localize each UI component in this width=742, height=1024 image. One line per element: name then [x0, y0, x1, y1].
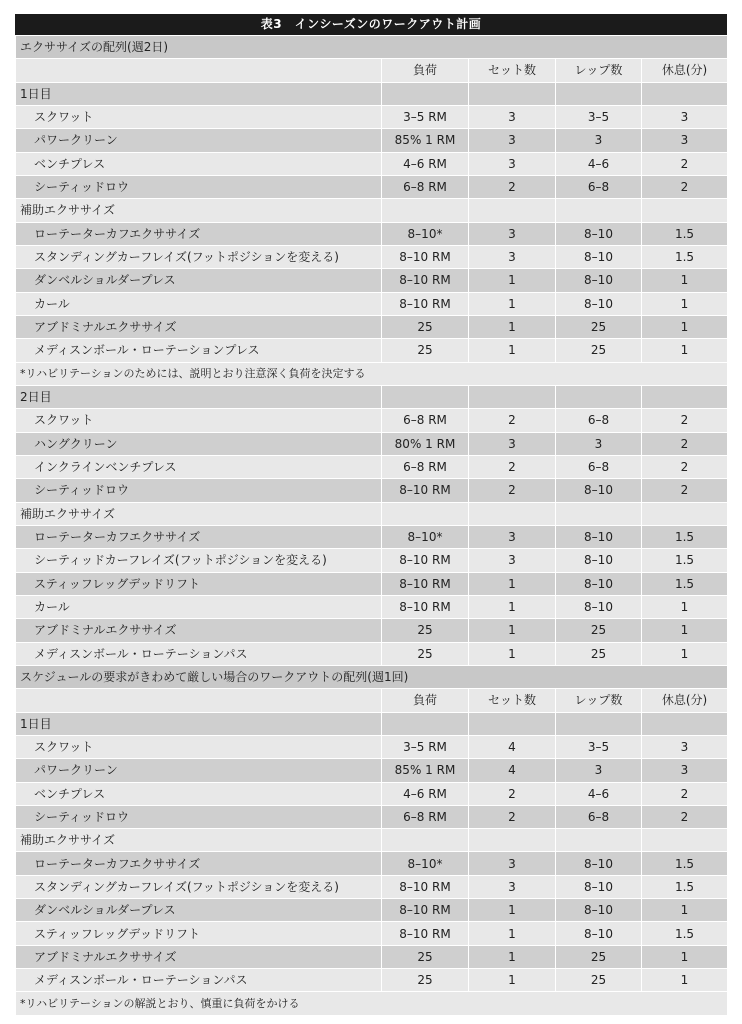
column-header-row	[16, 59, 728, 82]
column-header-reps: レップ数	[556, 59, 642, 82]
sets-cell: 3	[469, 432, 556, 455]
column-header-rest: 休息(分)	[642, 689, 728, 712]
sets-cell	[469, 82, 556, 105]
rest-cell: 1.5	[642, 572, 728, 595]
group-label-row	[16, 385, 728, 408]
exercise-cell: 補助エクササイズ	[16, 502, 382, 525]
exercise-cell: アブドミナルエクササイズ	[16, 945, 382, 968]
sets-cell: 3	[469, 222, 556, 245]
load-cell: 8–10 RM	[382, 269, 469, 292]
table-row	[16, 152, 728, 175]
section-heading: エクササイズの配列(週2日)	[16, 36, 728, 59]
reps-cell: 6–8	[556, 455, 642, 478]
exercise-cell: カール	[16, 292, 382, 315]
load-cell: 8–10 RM	[382, 922, 469, 945]
load-cell: 4–6 RM	[382, 782, 469, 805]
exercise-cell: メディスンボール・ローテーションパス	[16, 642, 382, 665]
sets-cell: 1	[469, 339, 556, 362]
reps-cell: 8–10	[556, 572, 642, 595]
rest-cell: 3	[642, 735, 728, 758]
table-row	[16, 969, 728, 992]
load-cell: 4–6 RM	[382, 152, 469, 175]
reps-cell: 8–10	[556, 292, 642, 315]
rest-cell: 1	[642, 339, 728, 362]
sets-cell: 3	[469, 245, 556, 268]
reps-cell: 8–10	[556, 899, 642, 922]
reps-cell: 3	[556, 129, 642, 152]
group-label-row	[16, 502, 728, 525]
load-cell	[382, 199, 469, 222]
table-row	[16, 759, 728, 782]
reps-cell: 25	[556, 969, 642, 992]
load-cell: 8–10 RM	[382, 245, 469, 268]
table-row	[16, 315, 728, 338]
reps-cell: 8–10	[556, 852, 642, 875]
reps-cell	[556, 502, 642, 525]
reps-cell: 8–10	[556, 875, 642, 898]
load-cell: 25	[382, 945, 469, 968]
footnote-row	[16, 362, 728, 385]
reps-cell: 3	[556, 759, 642, 782]
reps-cell: 6–8	[556, 175, 642, 198]
exercise-cell: パワークリーン	[16, 759, 382, 782]
sets-cell: 3	[469, 152, 556, 175]
table-row	[16, 735, 728, 758]
exercise-cell: スタンディングカーフレイズ(フットポジションを変える)	[16, 875, 382, 898]
rest-cell: 1	[642, 292, 728, 315]
reps-cell: 8–10	[556, 269, 642, 292]
rest-cell: 2	[642, 455, 728, 478]
load-cell: 8–10 RM	[382, 479, 469, 502]
table-row	[16, 175, 728, 198]
rest-cell: 2	[642, 479, 728, 502]
sets-cell: 1	[469, 315, 556, 338]
section-heading-row	[16, 36, 728, 59]
rest-cell: 2	[642, 432, 728, 455]
load-cell: 3–5 RM	[382, 735, 469, 758]
exercise-cell: シーティッドロウ	[16, 479, 382, 502]
reps-cell: 8–10	[556, 549, 642, 572]
reps-cell: 3–5	[556, 735, 642, 758]
sets-cell: 1	[469, 292, 556, 315]
reps-cell: 4–6	[556, 152, 642, 175]
exercise-cell: スクワット	[16, 735, 382, 758]
exercise-cell: スティッフレッグデッドリフト	[16, 572, 382, 595]
rest-cell	[642, 829, 728, 852]
load-cell: 25	[382, 339, 469, 362]
reps-cell: 8–10	[556, 479, 642, 502]
load-cell: 25	[382, 642, 469, 665]
rest-cell: 1	[642, 315, 728, 338]
table-row	[16, 642, 728, 665]
rest-cell: 3	[642, 759, 728, 782]
rest-cell: 3	[642, 105, 728, 128]
load-cell: 85% 1 RM	[382, 759, 469, 782]
rest-cell: 1.5	[642, 222, 728, 245]
exercise-cell: カール	[16, 595, 382, 618]
group-label-row	[16, 82, 728, 105]
table-row	[16, 805, 728, 828]
load-cell: 8–10 RM	[382, 595, 469, 618]
load-cell: 8–10*	[382, 852, 469, 875]
load-cell: 25	[382, 969, 469, 992]
table-row	[16, 899, 728, 922]
footnote: *リハビリテーションのためには、説明とおり注意深く負荷を決定する	[16, 362, 728, 385]
exercise-cell: 1日目	[16, 712, 382, 735]
load-cell: 85% 1 RM	[382, 129, 469, 152]
reps-cell: 6–8	[556, 805, 642, 828]
column-header-load: 負荷	[382, 59, 469, 82]
sets-cell: 3	[469, 105, 556, 128]
sets-cell: 2	[469, 175, 556, 198]
sets-cell: 1	[469, 595, 556, 618]
rest-cell: 1	[642, 269, 728, 292]
reps-cell	[556, 829, 642, 852]
table-title: 表3 インシーズンのワークアウト計画	[15, 14, 727, 35]
exercise-cell: メディスンボール・ローテーションプレス	[16, 339, 382, 362]
reps-cell	[556, 82, 642, 105]
rest-cell: 1.5	[642, 875, 728, 898]
column-header-reps: レップ数	[556, 689, 642, 712]
reps-cell: 25	[556, 945, 642, 968]
sets-cell	[469, 712, 556, 735]
sets-cell: 3	[469, 549, 556, 572]
exercise-cell: シーティッドロウ	[16, 805, 382, 828]
sets-cell: 1	[469, 969, 556, 992]
load-cell: 8–10 RM	[382, 572, 469, 595]
group-label-row	[16, 829, 728, 852]
rest-cell	[642, 385, 728, 408]
load-cell: 8–10*	[382, 222, 469, 245]
rest-cell: 3	[642, 129, 728, 152]
exercise-cell: スタンディングカーフレイズ(フットポジションを変える)	[16, 245, 382, 268]
footnote-row	[16, 992, 728, 1015]
exercise-cell: ローテーターカフエクササイズ	[16, 852, 382, 875]
rest-cell	[642, 712, 728, 735]
table-row	[16, 572, 728, 595]
rest-cell: 1	[642, 595, 728, 618]
rest-cell: 1	[642, 899, 728, 922]
sets-cell: 2	[469, 782, 556, 805]
load-cell: 8–10 RM	[382, 549, 469, 572]
rest-cell: 1	[642, 945, 728, 968]
exercise-cell: ローテーターカフエクササイズ	[16, 525, 382, 548]
table-row	[16, 782, 728, 805]
group-label-row	[16, 712, 728, 735]
column-header-sets: セット数	[469, 689, 556, 712]
rest-cell: 1	[642, 619, 728, 642]
table-row	[16, 222, 728, 245]
table-row	[16, 945, 728, 968]
load-cell	[382, 712, 469, 735]
reps-cell: 8–10	[556, 222, 642, 245]
rest-cell: 1.5	[642, 549, 728, 572]
exercise-cell: 補助エクササイズ	[16, 829, 382, 852]
rest-cell	[642, 199, 728, 222]
reps-cell: 8–10	[556, 922, 642, 945]
table-row	[16, 875, 728, 898]
table-row	[16, 852, 728, 875]
load-cell	[382, 385, 469, 408]
reps-cell	[556, 385, 642, 408]
table-row	[16, 479, 728, 502]
exercise-cell: スティッフレッグデッドリフト	[16, 922, 382, 945]
sets-cell	[469, 829, 556, 852]
load-cell: 8–10 RM	[382, 875, 469, 898]
rest-cell: 2	[642, 805, 728, 828]
rest-cell: 1.5	[642, 525, 728, 548]
exercise-cell: ローテーターカフエクササイズ	[16, 222, 382, 245]
column-header-row	[16, 689, 728, 712]
load-cell: 8–10*	[382, 525, 469, 548]
column-header-rest: 休息(分)	[642, 59, 728, 82]
sets-cell: 2	[469, 455, 556, 478]
load-cell: 6–8 RM	[382, 175, 469, 198]
exercise-cell: インクラインベンチプレス	[16, 455, 382, 478]
rest-cell: 1	[642, 969, 728, 992]
reps-cell: 8–10	[556, 595, 642, 618]
exercise-cell: メディスンボール・ローテーションパス	[16, 969, 382, 992]
table-row	[16, 269, 728, 292]
exercise-cell: スクワット	[16, 105, 382, 128]
exercise-cell: 2日目	[16, 385, 382, 408]
reps-cell	[556, 199, 642, 222]
footnote: *リハビリテーションの解説とおり、慎重に負荷をかける	[16, 992, 728, 1015]
rest-cell	[642, 502, 728, 525]
rest-cell: 1.5	[642, 245, 728, 268]
reps-cell: 25	[556, 619, 642, 642]
table-row	[16, 105, 728, 128]
load-cell: 80% 1 RM	[382, 432, 469, 455]
rest-cell: 1.5	[642, 852, 728, 875]
sets-cell: 1	[469, 642, 556, 665]
exercise-cell: 補助エクササイズ	[16, 199, 382, 222]
sets-cell: 1	[469, 922, 556, 945]
sets-cell: 3	[469, 875, 556, 898]
table-row	[16, 619, 728, 642]
rest-cell: 2	[642, 782, 728, 805]
load-cell: 3–5 RM	[382, 105, 469, 128]
reps-cell: 25	[556, 339, 642, 362]
load-cell: 6–8 RM	[382, 805, 469, 828]
reps-cell: 8–10	[556, 525, 642, 548]
load-cell: 25	[382, 315, 469, 338]
sets-cell: 2	[469, 409, 556, 432]
rest-cell: 2	[642, 409, 728, 432]
sets-cell: 3	[469, 129, 556, 152]
exercise-cell: ベンチプレス	[16, 152, 382, 175]
exercise-cell: アブドミナルエクササイズ	[16, 619, 382, 642]
load-cell	[382, 502, 469, 525]
group-label-row	[16, 199, 728, 222]
column-header-blank	[16, 689, 382, 712]
exercise-cell: パワークリーン	[16, 129, 382, 152]
exercise-cell: シーティッドロウ	[16, 175, 382, 198]
workout-table-figure	[15, 14, 727, 1016]
load-cell	[382, 82, 469, 105]
sets-cell: 1	[469, 619, 556, 642]
sets-cell	[469, 385, 556, 408]
column-header-sets: セット数	[469, 59, 556, 82]
table-row	[16, 129, 728, 152]
sets-cell: 1	[469, 899, 556, 922]
exercise-cell: ハングクリーン	[16, 432, 382, 455]
table-row	[16, 595, 728, 618]
reps-cell: 4–6	[556, 782, 642, 805]
exercise-cell: アブドミナルエクササイズ	[16, 315, 382, 338]
table-row	[16, 922, 728, 945]
sets-cell: 3	[469, 525, 556, 548]
table-row	[16, 409, 728, 432]
reps-cell	[556, 712, 642, 735]
sets-cell	[469, 502, 556, 525]
sets-cell: 3	[469, 852, 556, 875]
sets-cell: 2	[469, 479, 556, 502]
table-row	[16, 339, 728, 362]
table-row	[16, 432, 728, 455]
exercise-cell: ダンベルショルダープレス	[16, 269, 382, 292]
workout-table	[15, 35, 728, 1016]
sets-cell: 1	[469, 572, 556, 595]
table-row	[16, 525, 728, 548]
rest-cell: 1	[642, 642, 728, 665]
load-cell	[382, 829, 469, 852]
reps-cell: 8–10	[556, 245, 642, 268]
rest-cell: 2	[642, 175, 728, 198]
exercise-cell: ベンチプレス	[16, 782, 382, 805]
load-cell: 6–8 RM	[382, 455, 469, 478]
reps-cell: 6–8	[556, 409, 642, 432]
load-cell: 8–10 RM	[382, 292, 469, 315]
exercise-cell: スクワット	[16, 409, 382, 432]
section-heading: スケジュールの要求がきわめて厳しい場合のワークアウトの配列(週1回)	[16, 665, 728, 688]
table-row	[16, 549, 728, 572]
table-row	[16, 455, 728, 478]
rest-cell: 1.5	[642, 922, 728, 945]
table-row	[16, 292, 728, 315]
column-header-blank	[16, 59, 382, 82]
sets-cell: 4	[469, 735, 556, 758]
exercise-cell: 1日目	[16, 82, 382, 105]
sets-cell: 1	[469, 269, 556, 292]
load-cell: 6–8 RM	[382, 409, 469, 432]
reps-cell: 25	[556, 642, 642, 665]
sets-cell	[469, 199, 556, 222]
reps-cell: 25	[556, 315, 642, 338]
sets-cell: 1	[469, 945, 556, 968]
sets-cell: 4	[469, 759, 556, 782]
reps-cell: 3	[556, 432, 642, 455]
load-cell: 8–10 RM	[382, 899, 469, 922]
load-cell: 25	[382, 619, 469, 642]
sets-cell: 2	[469, 805, 556, 828]
rest-cell	[642, 82, 728, 105]
reps-cell: 3–5	[556, 105, 642, 128]
rest-cell: 2	[642, 152, 728, 175]
section-heading-row	[16, 665, 728, 688]
exercise-cell: ダンベルショルダープレス	[16, 899, 382, 922]
table-row	[16, 245, 728, 268]
exercise-cell: シーティッドカーフレイズ(フットポジションを変える)	[16, 549, 382, 572]
column-header-load: 負荷	[382, 689, 469, 712]
